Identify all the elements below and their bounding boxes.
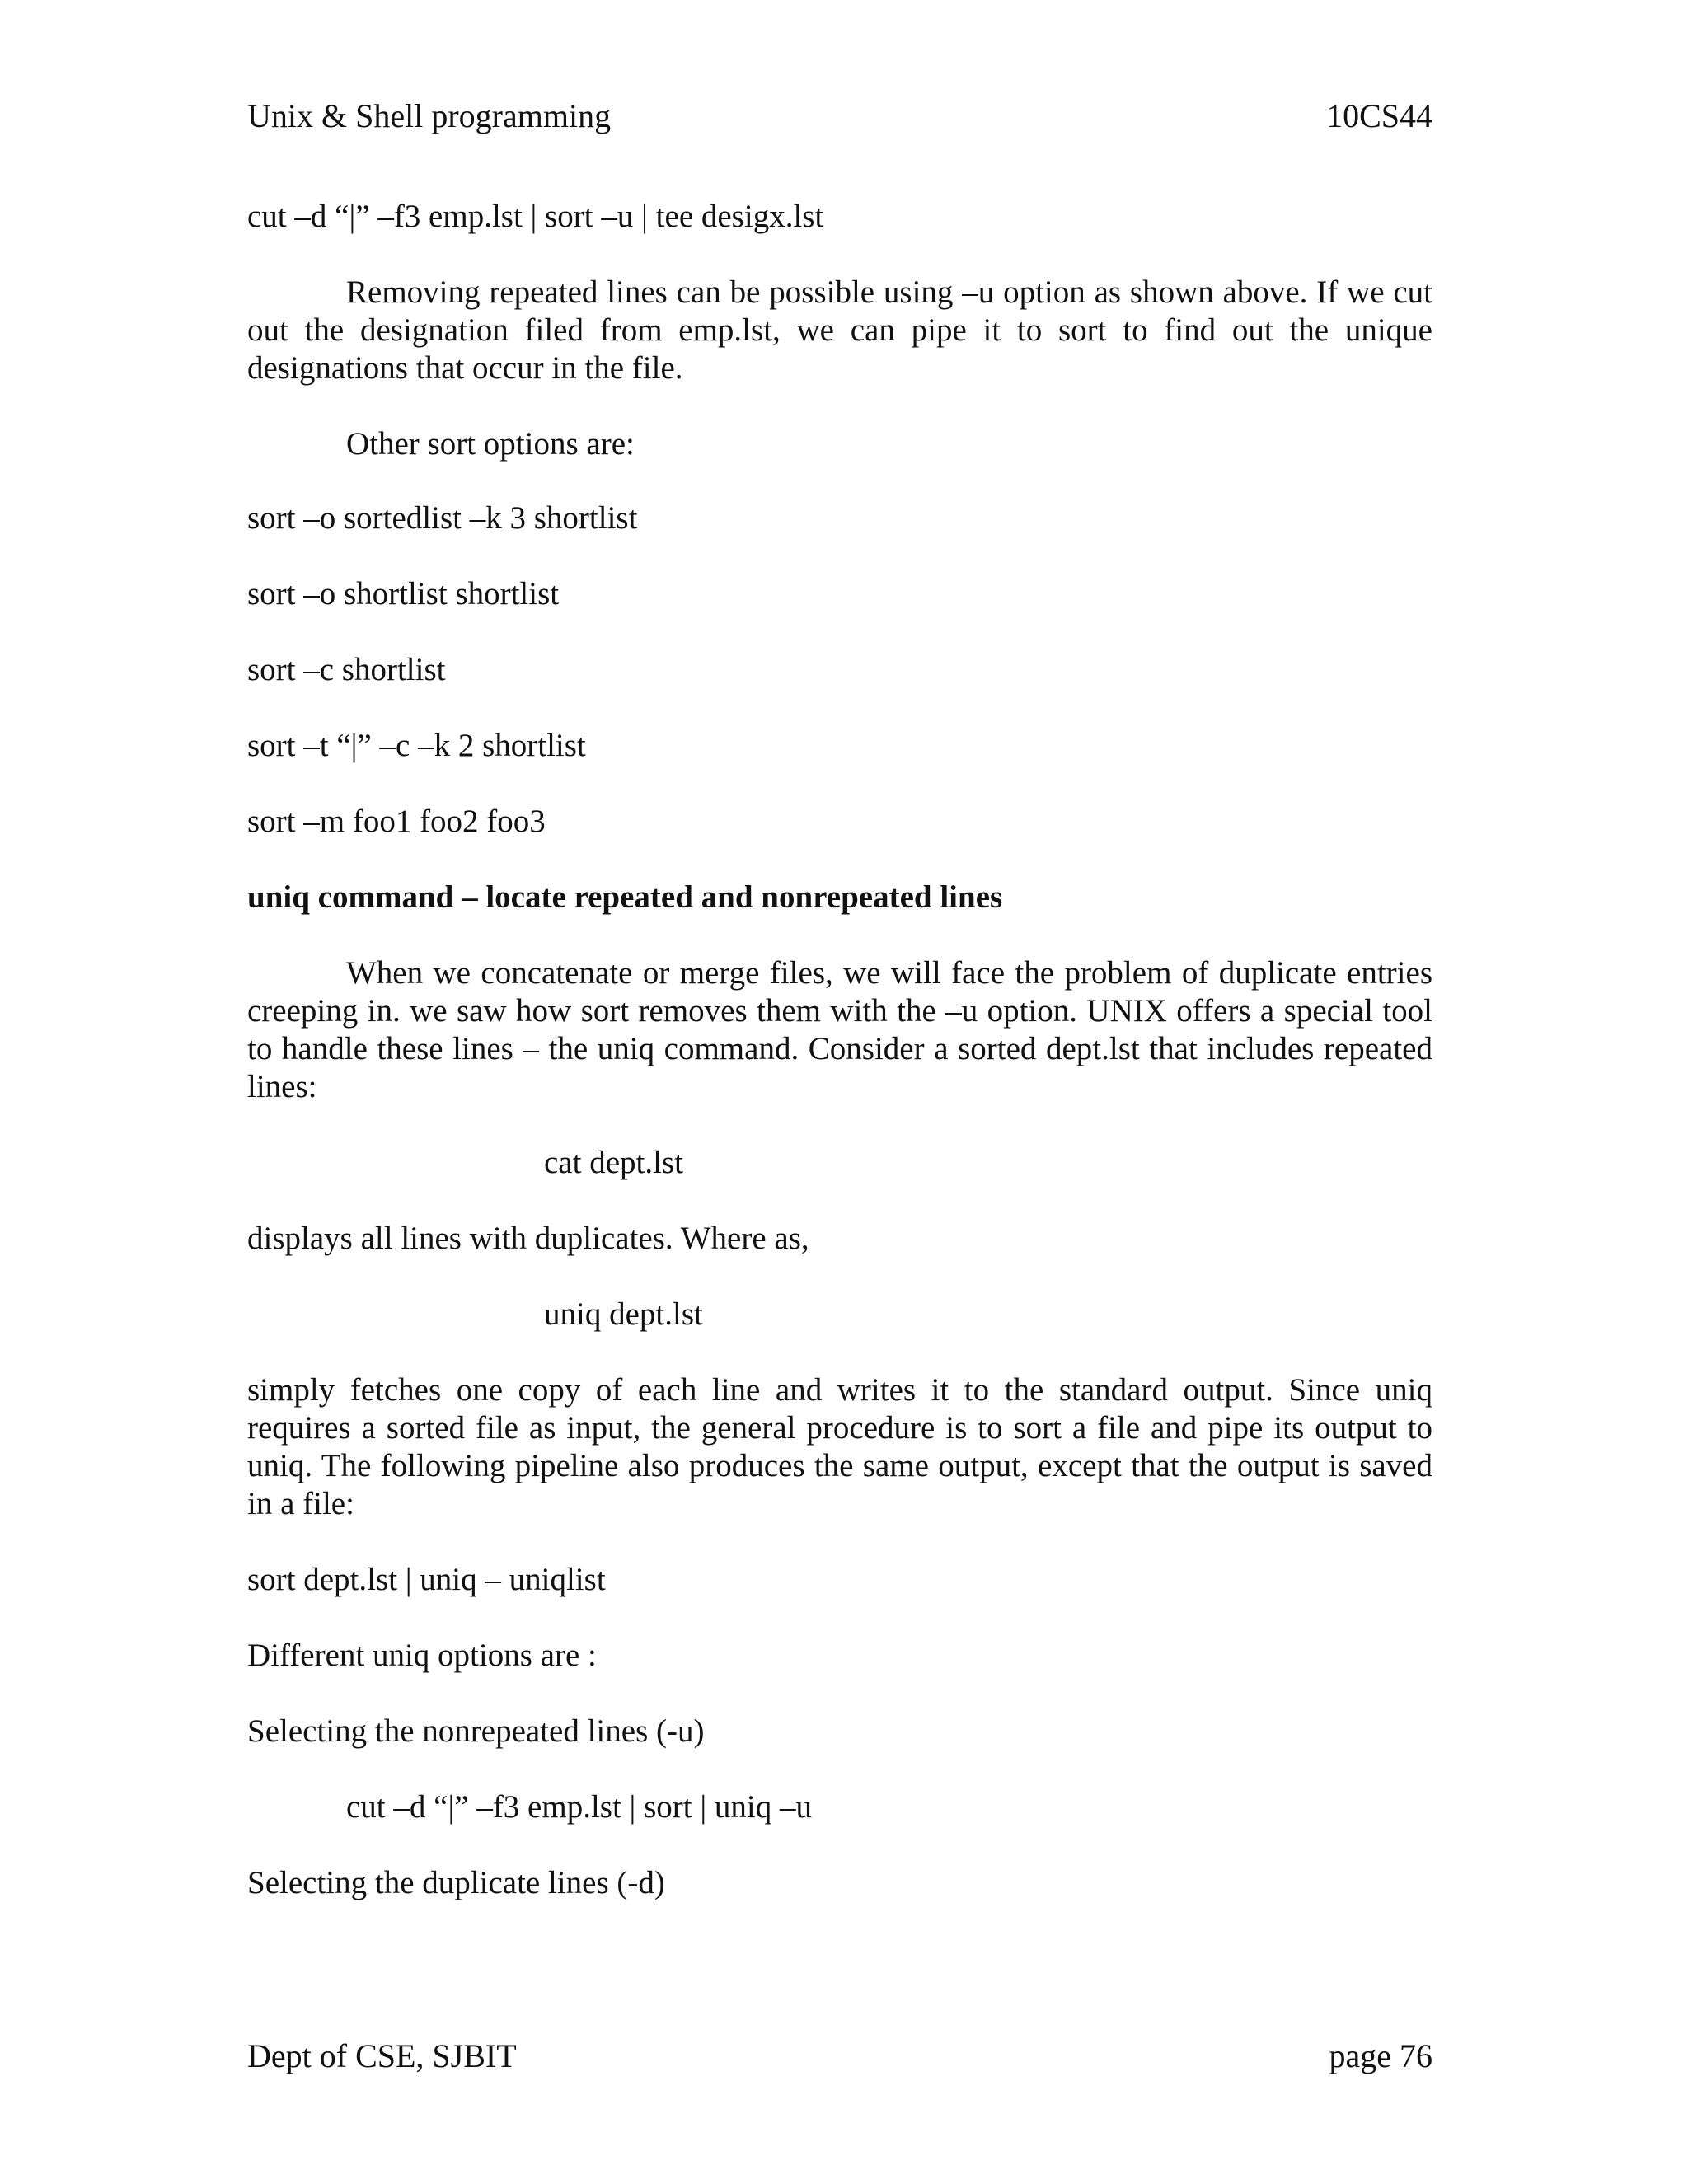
command-line: sort dept.lst | uniq – uniqlist	[247, 1562, 606, 1597]
footer-department: Dept of CSE, SJBIT	[247, 2037, 517, 2074]
command-line: sort –o shortlist shortlist	[247, 576, 560, 612]
paragraph: Removing repeated lines can be possible using –u option as shown above. If we cut out the designation filed from emp.lst, we can pipe it to sort to find out the unique designations that occur in the file.	[247, 274, 1432, 386]
command-line: cut –d “|” –f3 emp.lst | sort | uniq –u	[346, 1789, 813, 1825]
section-heading: uniq command – locate repeated and nonrepeated lines	[247, 879, 1003, 915]
command-line: sort –t “|” –c –k 2 shortlist	[247, 728, 586, 763]
paragraph: Selecting the duplicate lines (-d)	[247, 1865, 665, 1900]
footer-page-number: page 76	[1329, 2037, 1432, 2074]
paragraph: displays all lines with duplicates. Where as,	[247, 1221, 809, 1256]
header-course-code: 10CS44	[1326, 97, 1432, 134]
command-line: sort –c shortlist	[247, 652, 446, 687]
command-line: cut –d “|” –f3 emp.lst | sort –u | tee desigx.lst	[247, 199, 824, 234]
header-title: Unix & Shell programming	[247, 97, 612, 134]
paragraph: simply fetches one copy of each line and writes it to the standard output. Since uniq requires a sorted file as input, the general procedure is to sort a file and pipe its output to uniq. The following pipeline also produces the same output, except that the output is saved in a file:	[247, 1372, 1432, 1521]
page-footer	[247, 2037, 1432, 2075]
command-line: sort –m foo1 foo2 foo3	[247, 804, 546, 839]
paragraph: When we concatenate or merge files, we will face the problem of duplicate entries creeping in. we saw how sort removes them with the –u option. UNIX offers a special tool to handle these lines – the uniq command. Consider a sorted dept.lst that includes repeated lines:	[247, 955, 1432, 1104]
command-line: sort –o sortedlist –k 3 shortlist	[247, 500, 638, 536]
page-header	[247, 97, 1432, 135]
paragraph: Selecting the nonrepeated lines (-u)	[247, 1713, 705, 1749]
paragraph: Different uniq options are :	[247, 1638, 597, 1673]
paragraph: Other sort options are:	[346, 426, 635, 462]
command-line: cat dept.lst	[544, 1145, 683, 1180]
command-line: uniq dept.lst	[544, 1296, 703, 1332]
